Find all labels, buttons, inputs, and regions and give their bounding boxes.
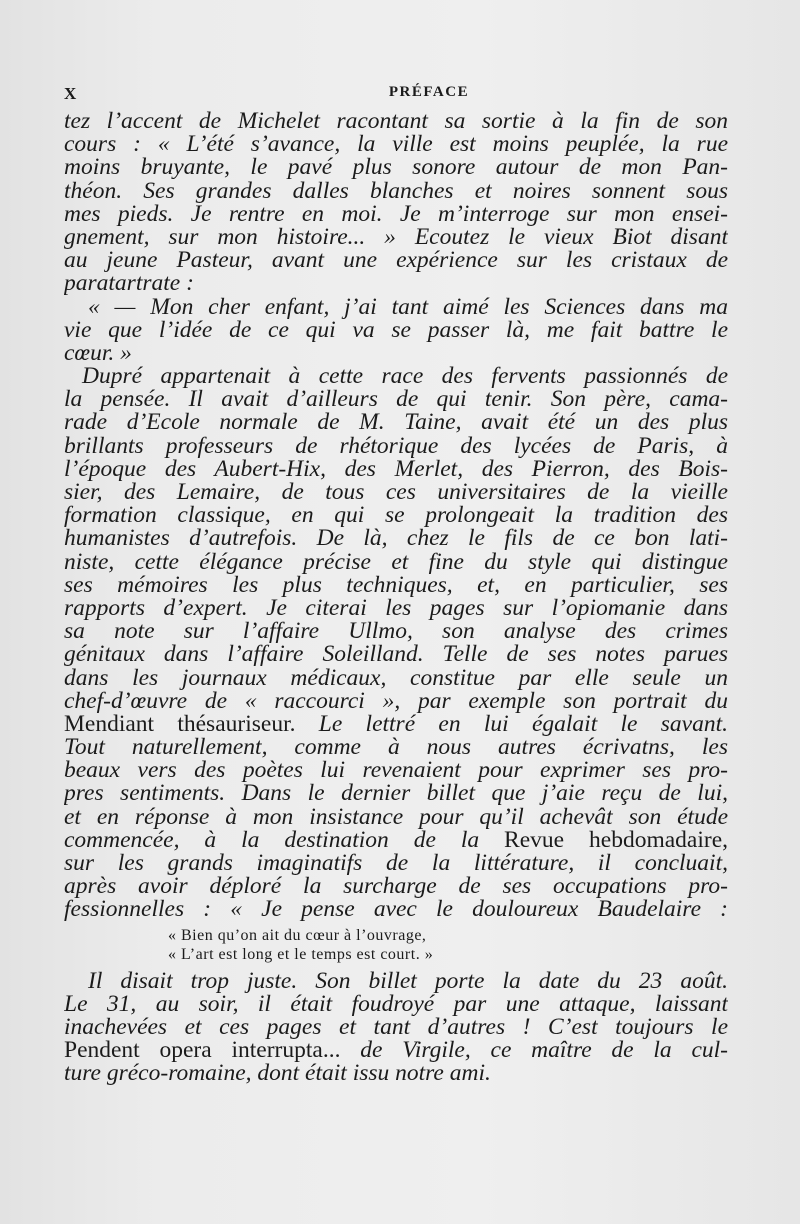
text-line: ture gréco-romaine, dont était issu notre ami. [64, 1062, 491, 1086]
text-line [64, 713, 728, 736]
text-line: théon. Ses grandes dalles blanches et noires sonnent sous [64, 179, 728, 203]
text-line: dans les journaux médicaux, constitue par elle seule un [64, 666, 728, 690]
text-line: fessionnelles : « Je pense avec le douloureux Baudelaire : [64, 898, 728, 922]
text-line: moins bruyante, le pavé plus sonore autour de mon Pan- [64, 156, 728, 180]
running-head [64, 84, 734, 106]
text-line: rapports d’expert. Je citerai les pages sur l’opiomanie dans [64, 596, 728, 621]
text-line: « — Mon cher enfant, j’ai tant aimé les Sciences dans ma [88, 295, 728, 319]
text-line: au jeune Pasteur, avant une expérience sur les cristaux de [64, 249, 728, 273]
page-number: X [64, 84, 78, 103]
text-line [64, 829, 728, 852]
text-line: pres sentiments. Dans le dernier billet que j’aie reçu de lui, [64, 782, 728, 806]
text-line: tez l’accent de Michelet racontant sa sortie à la fin de son [64, 110, 728, 134]
italic-phrase: commencée, à la destination de la [64, 828, 480, 852]
text-line: sur les grands imaginatifs de la littérature, il concluait, [64, 852, 728, 876]
text-line: chef-d’œuvre de « raccourci », par exemple son portrait du [64, 689, 728, 713]
text-line: brillants professeurs de rhétorique des lycées de Paris, à [64, 434, 728, 458]
text-line: inachevées et ces pages et tant d’autres ! C’est toujours le [64, 1015, 728, 1040]
italic-phrase: Le lettré en lui égalait le savant. [295, 712, 728, 737]
text-line: cœur. » [64, 341, 132, 366]
text-line: génitaux dans l’affaire Soleilland. Telle de ses notes parues [64, 643, 728, 667]
text-line: mes pieds. Je rentre en moi. Je m’interroge sur mon ensei- [64, 202, 728, 226]
verse-line: « L’art est long et le temps est court. » [168, 945, 434, 963]
italic-phrase: de Virgile, ce maître de la cul- [340, 1039, 728, 1063]
text-line: vie que l’idée de ce qui va se passer là, me fait battre le [64, 318, 728, 342]
text-line: Il disait trop juste. Son billet porte la date du 23 août. [88, 969, 728, 993]
text-line: Tout naturellement, comme à nous autres écrivatns, les [64, 736, 728, 760]
text-line: paratartrate : [64, 272, 194, 296]
text-line: formation classique, en qui se prolongeait la tradition des [64, 504, 728, 528]
text-line: après avoir déploré la surcharge de ses occupations pro- [64, 875, 728, 899]
text-line: niste, cette élégance précise et fine du style qui distingue [64, 550, 728, 574]
text-line: et en réponse à mon insistance pour qu’il achevât son étude [64, 805, 728, 829]
text-line: beaux vers des poètes lui revenaient pour exprimer ses pro- [64, 759, 728, 783]
text-line: sa note sur l’affaire Ullmo, son analyse des crimes [64, 620, 728, 644]
running-title: PRÉFACE [388, 84, 470, 100]
text-line: ses mémoires les plus techniques, et, en particulier, ses [64, 573, 728, 597]
text-line: gnement, sur mon histoire... » Ecoutez le vieux Biot disant [64, 225, 728, 250]
text-line: Dupré appartenait à cette race des fervents passionnés de [82, 365, 728, 389]
text-line: cours : « L’été s’avance, la ville est moins peuplée, la rue [64, 133, 728, 157]
text-line: Le 31, au soir, il était foudroyé par une attaque, laissant [64, 992, 728, 1016]
verse-line: « Bien qu’on ait du cœur à l’ouvrage, [168, 926, 427, 944]
text-line: la pensée. Il avait d’ailleurs de qui tenir. Son père, cama- [64, 388, 728, 412]
roman-phrase: Revue hebdomadaire, [479, 828, 728, 852]
text-line: sier, des Lemaire, de tous ces universitaires de la vieille [64, 481, 728, 505]
text-line: humanistes d’autrefois. De là, chez le fils de ce bon lati- [64, 527, 728, 551]
text-line: l’époque des Aubert-Hix, des Merlet, des Pierron, des Bois- [64, 457, 728, 481]
roman-phrase: Mendiant thésauriseur. [64, 712, 296, 737]
text-line [64, 1039, 728, 1062]
preface-text [64, 110, 728, 1086]
roman-phrase: Pendent opera interrupta... [64, 1039, 341, 1063]
text-line: rade d’Ecole normale de M. Taine, avait été un des plus [64, 411, 728, 435]
